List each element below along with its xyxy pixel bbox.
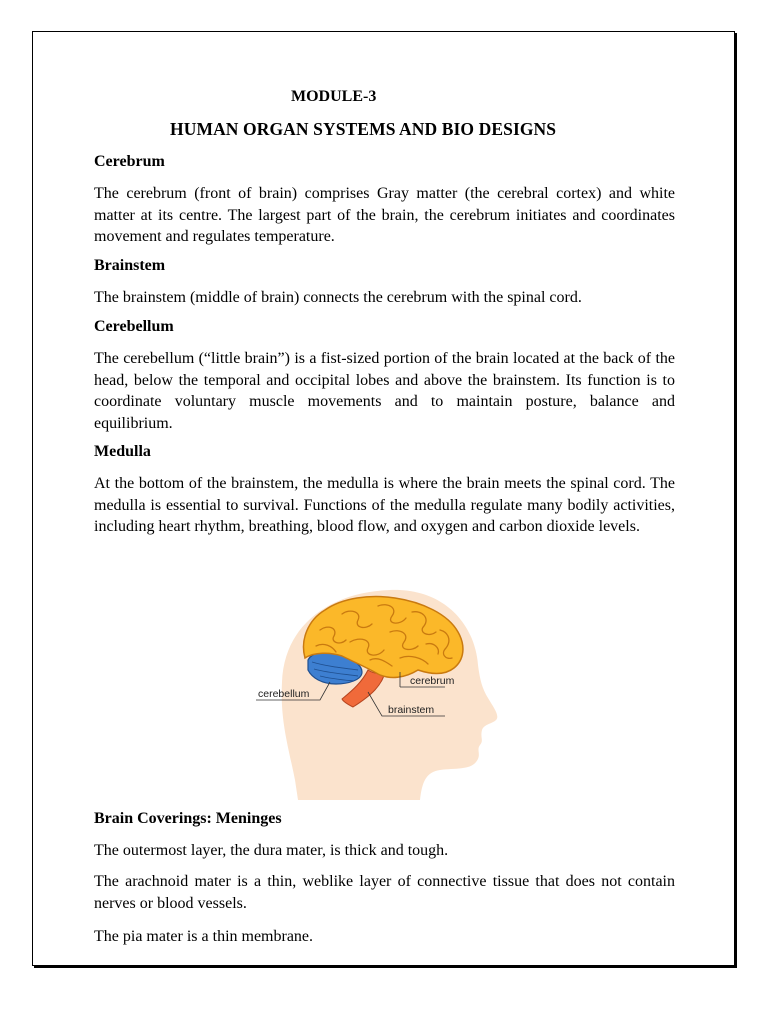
heading-cerebellum: Cerebellum xyxy=(94,318,174,335)
label-cerebrum: cerebrum xyxy=(410,675,455,687)
paragraph-pia-mater: The pia mater is a thin membrane. xyxy=(94,928,314,945)
module-label: MODULE-3 xyxy=(291,88,377,105)
paragraph-medulla: At the bottom of the brainstem, the medulla is where the brain meets the spinal cord. The medulla is essential to survival. Functions of the medulla regulate many bodily activities, including heart rhythm, breathing, blood flow, and oxygen and carbon dioxide levels. xyxy=(94,475,675,535)
paragraph-arachnoid-mater: The arachnoid mater is a thin, weblike layer of connective tissue that does not contain nerves or blood vessels. xyxy=(94,873,675,912)
heading-brainstem: Brainstem xyxy=(94,257,166,274)
heading-medulla: Medulla xyxy=(94,443,151,460)
brain-diagram xyxy=(250,570,510,800)
paragraph-brainstem: The brainstem (middle of brain) connects the cerebrum with the spinal cord. xyxy=(94,289,582,306)
paragraph-cerebellum: The cerebellum (“little brain”) is a fist-sized portion of the brain located at the back of the head, below the temporal and occipital lobes and above the brainstem. Its function is to coordinate voluntary muscle movements and to maintain posture, balance and equilibrium. xyxy=(94,350,675,432)
brain-diagram-svg xyxy=(250,570,510,800)
paragraph-cerebrum: The cerebrum (front of brain) comprises Gray matter (the cerebral cortex) and white matter at its centre. The largest part of the brain, the cerebrum initiates and coordinates movement and regulates temperature. xyxy=(94,185,675,245)
heading-cerebrum: Cerebrum xyxy=(94,153,165,170)
label-brainstem: brainstem xyxy=(388,704,435,716)
heading-meninges: Brain Coverings: Meninges xyxy=(94,810,282,827)
page-title: HUMAN ORGAN SYSTEMS AND BIO DESIGNS xyxy=(170,119,557,139)
label-cerebellum: cerebellum xyxy=(258,688,310,700)
paragraph-dura-mater: The outermost layer, the dura mater, is thick and tough. xyxy=(94,842,449,859)
